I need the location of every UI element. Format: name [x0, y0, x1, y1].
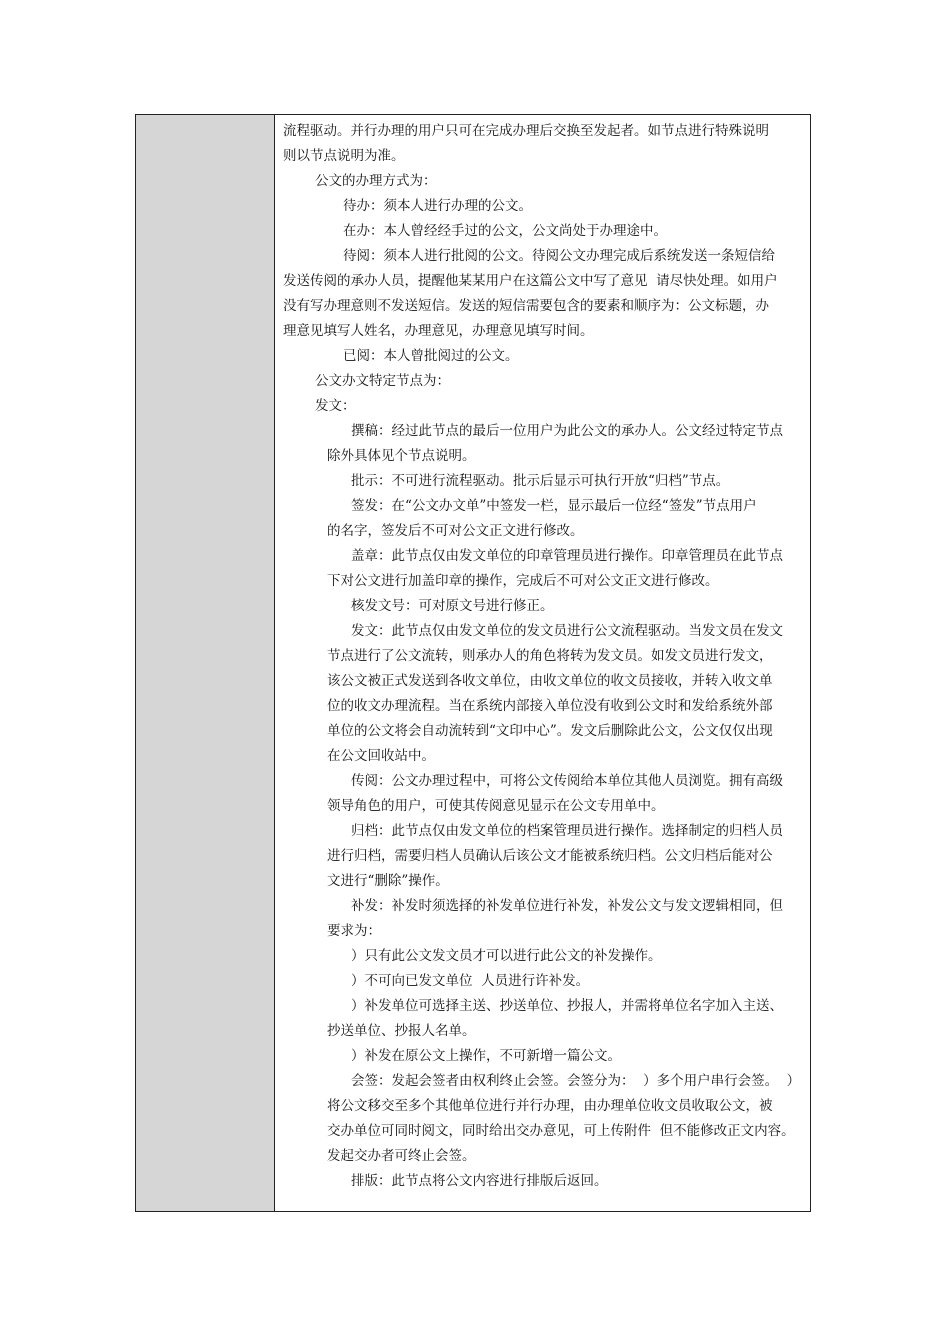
text-line: 将公文移交至多个其他单位进行并行办理，由办理单位收文员收取公文，被: [327, 1098, 773, 1114]
text-line: 要求为：: [327, 923, 381, 939]
text-line: ）不可向已发文单位 人员进行许补发。: [351, 973, 590, 989]
text-line: ）补发单位可选择主送、抄送单位、抄报人，并需将单位名字加入主送、: [351, 998, 783, 1014]
text-line: 排版：此节点将公文内容进行排版后返回。: [351, 1173, 608, 1189]
text-line: 没有写办理意则不发送短信。发送的短信需要包含的要素和顺序为：公文标题，办: [283, 298, 769, 314]
text-line: 进行归档，需要归档人员确认后该公文才能被系统归档。公文归档后能对公: [327, 848, 773, 864]
text-line: 发文：此节点仅由发文单位的发文员进行公文流程驱动。当发文员在发文: [351, 623, 783, 639]
text-line: 签发：在“公文办文单”中签发一栏，显示最后一位经“签发”节点用户: [351, 498, 757, 514]
text-line: 会签：发起会签者由权利终止会签。会签分为： ）多个用户串行会签。 ）: [351, 1073, 801, 1089]
text-line: 归档：此节点仅由发文单位的档案管理员进行操作。选择制定的归档人员: [351, 823, 783, 839]
left-header-cell: [136, 115, 275, 1211]
text-line: 待办：须本人进行办理的公文。: [343, 198, 532, 214]
text-line: 待阅：须本人进行批阅的公文。待阅公文办理完成后系统发送一条短信给: [343, 248, 775, 264]
content-cell: [275, 115, 810, 1211]
text-line: 位的收文办理流程。当在系统内部接入单位没有收到公文时和发给系统外部: [327, 698, 773, 714]
text-line: 核发文号：可对原文号进行修正。: [351, 598, 554, 614]
text-line: 单位的公文将会自动流转到“文印中心”。发文后删除此公文，公文仅仅出现: [327, 723, 773, 739]
text-line: 发送传阅的承办人员，提醒他某某用户在这篇公文中写了意见 请尽快处理。如用户: [283, 273, 778, 289]
text-line: 在公文回收站中。: [327, 748, 435, 764]
text-line: 已阅：本人曾批阅过的公文。: [343, 348, 519, 364]
text-line: 补发：补发时须选择的补发单位进行补发，补发公文与发文逻辑相同，但: [351, 898, 783, 914]
text-line: 下对公文进行加盖印章的操作，完成后不可对公文正文进行修改。: [327, 573, 719, 589]
text-line: ）补发在原公文上操作，不可新增一篇公文。: [351, 1048, 621, 1064]
text-line: 领导角色的用户，可使其传阅意见显示在公文专用单中。: [327, 798, 665, 814]
text-line: 除外具体见个节点说明。: [327, 448, 476, 464]
text-line: 的名字，签发后不可对公文正文进行修改。: [327, 523, 584, 539]
text-line: 文进行“删除”操作。: [327, 873, 449, 889]
text-line: 则以节点说明为准。: [283, 148, 405, 164]
text-line: ）只有此公文发文员才可以进行此公文的补发操作。: [351, 948, 662, 964]
text-line: 批示：不可进行流程驱动。批示后显示可执行开放“归档”节点。: [351, 473, 730, 489]
text-line: 交办单位可同时阅文，同时给出交办意见，可上传附件 但不能修改正文内容。: [327, 1123, 795, 1139]
text-line: 理意见填写人姓名，办理意见，办理意见填写时间。: [283, 323, 594, 339]
text-line: 发文：: [315, 398, 356, 414]
document-table: [135, 114, 811, 1212]
text-line: 撰稿：经过此节点的最后一位用户为此公文的承办人。公文经过特定节点: [351, 423, 783, 439]
text-line: 流程驱动。并行办理的用户只可在完成办理后交换至发起者。如节点进行特殊说明: [283, 123, 769, 139]
text-line: 该公文被正式发送到各收文单位，由收文单位的收文员接收，并转入收文单: [327, 673, 773, 689]
text-line: 发起交办者可终止会签。: [327, 1148, 476, 1164]
text-line: 在办：本人曾经经手过的公文，公文尚处于办理途中。: [343, 223, 667, 239]
text-line: 传阅：公文办理过程中，可将公文传阅给本单位其他人员浏览。拥有高级: [351, 773, 783, 789]
text-line: 公文办文特定节点为：: [315, 373, 450, 389]
text-line: 盖章：此节点仅由发文单位的印章管理员进行操作。印章管理员在此节点: [351, 548, 783, 564]
text-line: 节点进行了公文流转，则承办人的角色将转为发文员。如发文员进行发文，: [327, 648, 773, 664]
text-line: 抄送单位、抄报人名单。: [327, 1023, 476, 1039]
text-line: 公文的办理方式为：: [315, 173, 437, 189]
